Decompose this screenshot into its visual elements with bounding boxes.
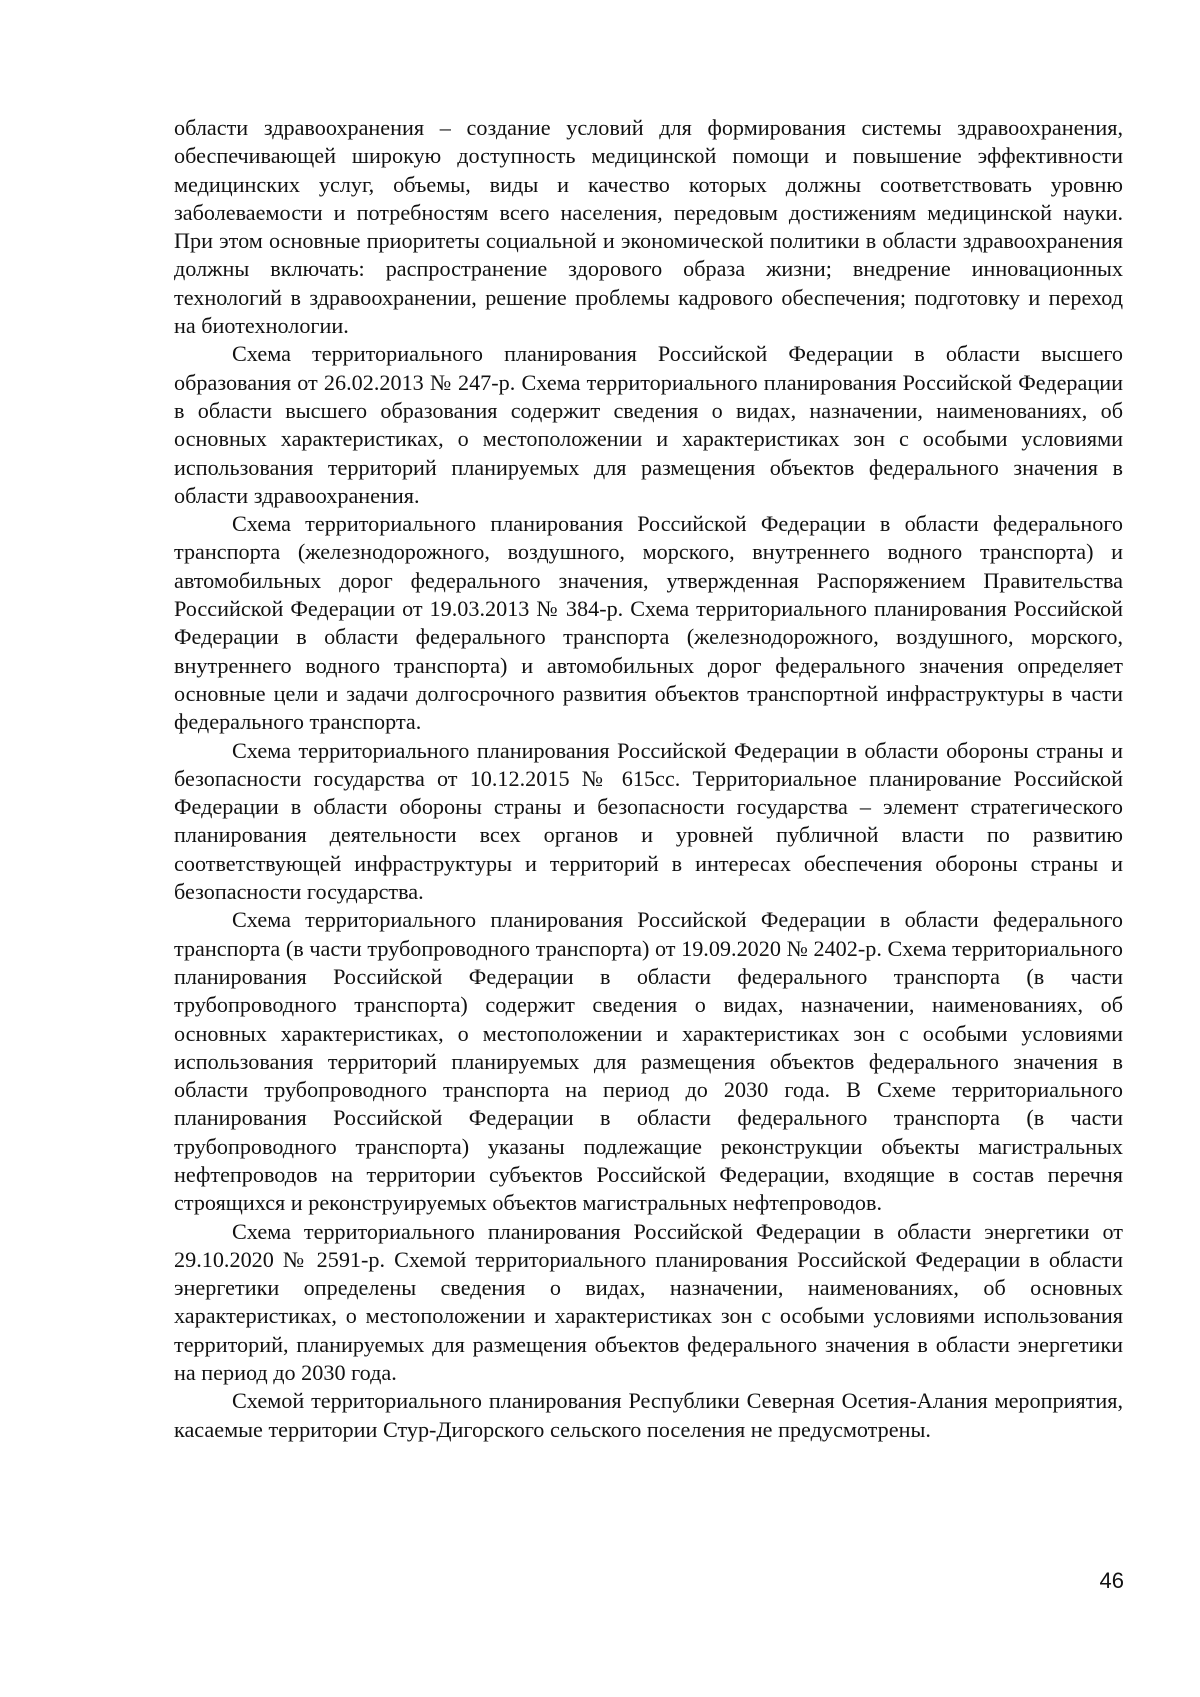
paragraph-healthcare-priorities: области здравоохранения – создание условий для формирования системы здравоохранения, обеспечивающей широкую доступность медицинской помощи и повышение эффективности медицинских услуг, объемы, виды и качество которых должны соответствовать уровню заболеваемости и потребностям всего населения, передовым достижениям медицинской науки. При этом основные приоритеты социальной и экономической политики в области здравоохранения должны включать: распространение здорового образа жизни; внедрение инновационных технологий в здравоохранении, решение проблемы кадрового обеспечения; подготовку и переход на биотехнологии. bbox=[174, 115, 1123, 339]
paragraph-higher-education-scheme: Схема территориального планирования Российской Федерации в области высшего образования от 26.02.2013 № 247-р. Схема территориального планирования Российской Федерации в области высшего образования содержит сведения о видах, назначении, наименованиях, об основных характеристиках, о местоположении и характеристиках зон с особыми условиями использования территорий планируемых для размещения объектов федерального значения в области здравоохранения. bbox=[174, 341, 1123, 508]
paragraph-energy-scheme: Схема территориального планирования Российской Федерации в области энергетики от 29.10.2020 № 2591-р. Схемой территориального планирования Российской Федерации в области энергетики определены сведения о видах, назначении, наименованиях, об основных характеристиках, о местоположении и характеристиках зон с особыми условиями использования территорий, планируемых для размещения объектов федерального значения в области энергетики на период до 2030 года. bbox=[174, 1218, 1123, 1386]
paragraph-regional-scheme: Схемой территориального планирования Республики Северная Осетия-Алания мероприятия, касаемые территории Стур-Дигорского сельского поселения не предусмотрены. bbox=[174, 1388, 1123, 1442]
paragraph-defense-security-scheme: Схема территориального планирования Российской Федерации в области обороны страны и безопасности государства от 10.12.2015 № 615сс. Территориальное планирование Российской Федерации в области обороны страны и безопасности государства – элемент стратегического планирования деятельности всех органов и уровней публичной власти по развитию соответствующей инфраструктуры и территорий в интересах обеспечения обороны страны и безопасности государства. bbox=[174, 737, 1123, 905]
paragraph-federal-transport-scheme: Схема территориального планирования Российской Федерации в области федерального транспорта (железнодорожного, воздушного, морского, внутреннего водного транспорта) и автомобильных дорог федерального значения, утвержденная Распоряжением Правительства Российской Федерации от 19.03.2013 № 384-р. Схема территориального планирования Российской Федерации в области федерального транспорта (железнодорожного, воздушного, морского, внутреннего водного транспорта) и автомобильных дорог федерального значения определяет основные цели и задачи долгосрочного развития объектов транспортной инфраструктуры в части федерального транспорта. bbox=[174, 511, 1123, 735]
paragraph-pipeline-transport-scheme: Схема территориального планирования Российской Федерации в области федерального транспорта (в части трубопроводного транспорта) от 19.09.2020 № 2402-р. Схема территориального планирования Российской Федерации в области федерального транспорта (в части трубопроводного транспорта) содержит сведения о видах, назначении, наименованиях, об основных характеристиках, о местоположении и характеристиках зон с особыми условиями использования территорий планируемых для размещения объектов федерального значения в области трубопроводного транспорта на период до 2030 года. В Схеме территориального планирования Российской Федерации в области федерального транспорта (в части трубопроводного транспорта) указаны подлежащие реконструкции объекты магистральных нефтепроводов на территории субъектов Российской Федерации, входящие в состав перечня строящихся и реконструируемых объектов магистральных нефтепроводов. bbox=[174, 907, 1123, 1216]
page-number: 46 bbox=[1099, 1568, 1124, 1593]
document-body bbox=[174, 114, 1123, 1444]
